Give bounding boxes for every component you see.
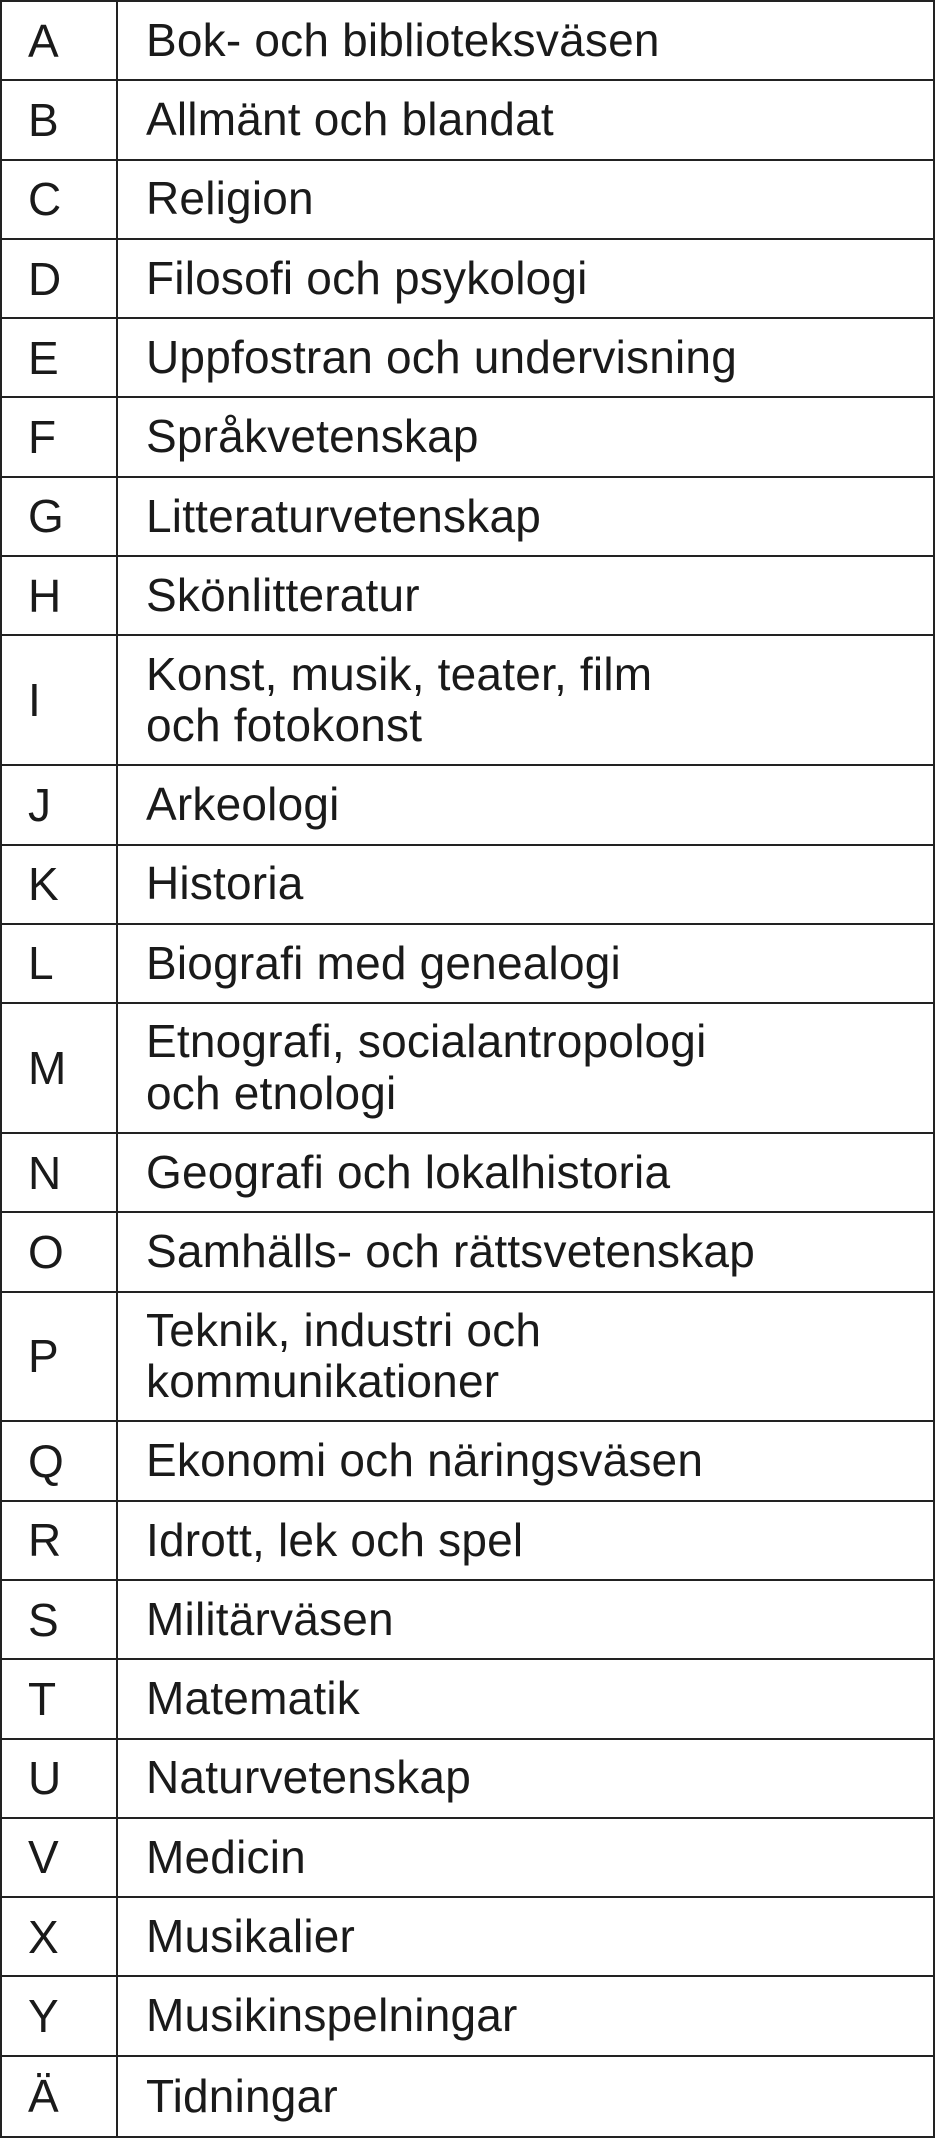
class-code: L bbox=[2, 925, 118, 1002]
class-code: P bbox=[2, 1293, 118, 1421]
class-code: J bbox=[2, 766, 118, 843]
class-label bbox=[118, 478, 933, 555]
table-row bbox=[2, 1293, 933, 1423]
class-label bbox=[118, 1898, 933, 1975]
table-row bbox=[2, 240, 933, 319]
class-code: I bbox=[2, 636, 118, 764]
class-label bbox=[118, 636, 933, 764]
class-label bbox=[118, 2, 933, 79]
class-label-line: Teknik, industri och bbox=[146, 1303, 542, 1356]
table-row bbox=[2, 766, 933, 845]
table-row bbox=[2, 1422, 933, 1501]
class-label bbox=[118, 1740, 933, 1817]
class-code: Ä bbox=[2, 2057, 118, 2136]
class-label-line: Bok- och biblioteksväsen bbox=[146, 13, 660, 66]
class-label bbox=[118, 1819, 933, 1896]
class-label bbox=[118, 846, 933, 923]
class-label-line: Biografi med genealogi bbox=[146, 936, 621, 989]
table-row bbox=[2, 1004, 933, 1134]
class-label bbox=[118, 925, 933, 1002]
class-code: U bbox=[2, 1740, 118, 1817]
class-label bbox=[118, 161, 933, 238]
table-row bbox=[2, 1819, 933, 1898]
class-label-line: Arkeologi bbox=[146, 778, 340, 831]
table-row bbox=[2, 636, 933, 766]
class-code: C bbox=[2, 161, 118, 238]
class-code: N bbox=[2, 1134, 118, 1211]
table-row bbox=[2, 2, 933, 81]
class-label bbox=[118, 2057, 933, 2136]
table-row bbox=[2, 557, 933, 636]
class-code: R bbox=[2, 1502, 118, 1579]
class-code: T bbox=[2, 1660, 118, 1737]
class-label bbox=[118, 1660, 933, 1737]
table-row bbox=[2, 1660, 933, 1739]
class-code: Y bbox=[2, 1977, 118, 2054]
class-code: F bbox=[2, 398, 118, 475]
class-label-line: Etnografi, socialantropologi bbox=[146, 1015, 707, 1068]
table-row bbox=[2, 1898, 933, 1977]
class-code: X bbox=[2, 1898, 118, 1975]
table-row bbox=[2, 1740, 933, 1819]
table-row bbox=[2, 1977, 933, 2056]
class-label bbox=[118, 1213, 933, 1290]
class-label bbox=[118, 1004, 933, 1132]
class-code: D bbox=[2, 240, 118, 317]
class-label-line: Allmänt och blandat bbox=[146, 93, 554, 146]
table-row bbox=[2, 846, 933, 925]
class-label bbox=[118, 766, 933, 843]
class-label-line: Geografi och lokalhistoria bbox=[146, 1145, 671, 1198]
class-code: O bbox=[2, 1213, 118, 1290]
class-code: Q bbox=[2, 1422, 118, 1499]
class-label-line: Ekonomi och näringsväsen bbox=[146, 1434, 704, 1487]
class-label-line: Religion bbox=[146, 172, 314, 225]
class-label-line: Musikinspelningar bbox=[146, 1989, 518, 2042]
class-label bbox=[118, 1293, 933, 1421]
class-label-line: och etnologi bbox=[146, 1067, 397, 1119]
table-row bbox=[2, 1134, 933, 1213]
class-label bbox=[118, 557, 933, 634]
table-row bbox=[2, 925, 933, 1004]
class-label bbox=[118, 398, 933, 475]
class-label-line: Litteraturvetenskap bbox=[146, 489, 542, 542]
table-row bbox=[2, 1581, 933, 1660]
class-label-line: Musikalier bbox=[146, 1910, 356, 1963]
class-label-line: Samhälls- och rättsvetenskap bbox=[146, 1225, 755, 1278]
class-label bbox=[118, 319, 933, 396]
class-code: G bbox=[2, 478, 118, 555]
table-row bbox=[2, 81, 933, 160]
class-label-line: Matematik bbox=[146, 1672, 360, 1725]
class-code: S bbox=[2, 1581, 118, 1658]
class-label bbox=[118, 1581, 933, 1658]
class-label-line: och fotokonst bbox=[146, 699, 423, 752]
class-label-line: Tidningar bbox=[146, 2069, 338, 2122]
table-row bbox=[2, 161, 933, 240]
class-label-line: Medicin bbox=[146, 1830, 306, 1883]
class-label-line: Naturvetenskap bbox=[146, 1751, 471, 1804]
table-row bbox=[2, 478, 933, 557]
table-row bbox=[2, 319, 933, 398]
table-row bbox=[2, 1502, 933, 1581]
class-label bbox=[118, 1977, 933, 2054]
class-code: A bbox=[2, 2, 118, 79]
class-label-line: Skönlitteratur bbox=[146, 568, 420, 621]
class-label bbox=[118, 81, 933, 158]
class-label bbox=[118, 1134, 933, 1211]
class-label-line: Konst, musik, teater, film bbox=[146, 647, 653, 700]
class-label-line: Historia bbox=[146, 857, 304, 910]
class-code: K bbox=[2, 846, 118, 923]
class-label bbox=[118, 240, 933, 317]
class-code: B bbox=[2, 81, 118, 158]
class-label-line: kommunikationer bbox=[146, 1355, 500, 1408]
class-label-line: Filosofi och psykologi bbox=[146, 251, 588, 304]
table-row bbox=[2, 398, 933, 477]
class-label-line: Militärväsen bbox=[146, 1592, 394, 1645]
class-code: V bbox=[2, 1819, 118, 1896]
class-label-line: Språkvetenskap bbox=[146, 410, 479, 463]
class-label-line: Uppfostran och undervisning bbox=[146, 331, 737, 384]
class-label bbox=[118, 1422, 933, 1499]
table-row bbox=[2, 2057, 933, 2136]
table-row bbox=[2, 1213, 933, 1292]
class-label-line: Idrott, lek och spel bbox=[146, 1513, 524, 1566]
class-code: M bbox=[2, 1004, 118, 1132]
class-label bbox=[118, 1502, 933, 1579]
class-code: E bbox=[2, 319, 118, 396]
class-code: H bbox=[2, 557, 118, 634]
